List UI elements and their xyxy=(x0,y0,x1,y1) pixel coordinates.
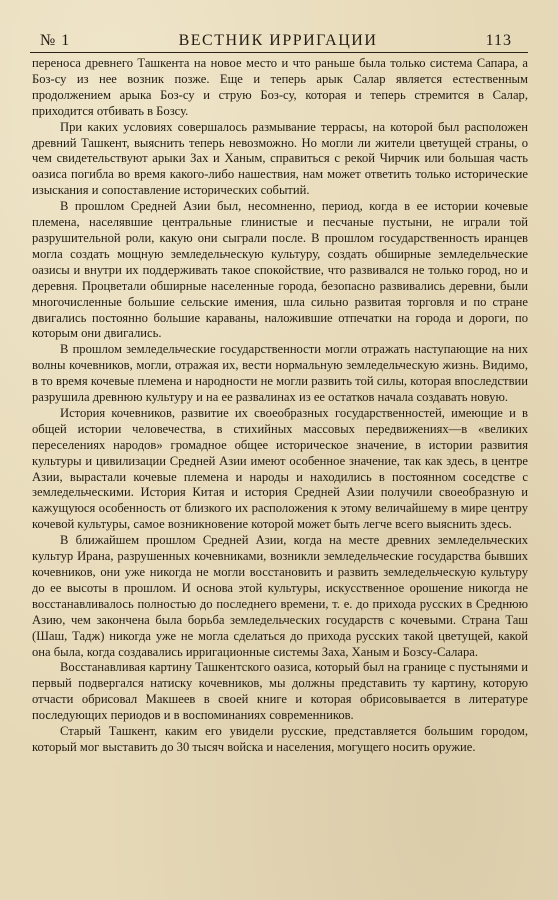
paragraph-3: В прошлом Средней Азии был, несомненно, период, когда в ее истории кочевые племена, населявшие центральные глинистые и песчаные пустыни, не играли той разрушительной роли, какую они сыграли после. В прошлом государственность иранцев могла создать мощную земледельческую культуру, создать обширные земледельческие оазисы и внутри их поддерживать такое спокойствие, что развивался не только город, но и деревня. Процветали обширные населенные города, безопасно развивались деревни, были многочисленные большие сельские имения, шла сильно развитая торговля и по стране двигались постоянно большие караваны, наложившие отпечатки на города и дороги, по которым они двигались. xyxy=(32,199,528,341)
header-rule xyxy=(30,52,528,53)
paragraph-6: В ближайшем прошлом Средней Азии, когда на месте древних земледельческих культур Ирана, разрушенных кочевниками, возникли земледельческие государства бывших кочевников, они уже никогда не могли восстановить и развить земледельческую культуру до ее высоты в прошлом. И основа этой культуры, искусственное орошение никогда не восстанавливалось полностью до последнего времени, т. е. до прихода русских в Среднюю Азию, чем закончена была борьба земледельческих государств с кочевыми. Страна Таш (Шаш, Тадж) никогда уже не могла сделаться до прихода русских такой цветущей, какой она была, когда создавались ирригационные системы Заха, Ханым и Бозсу-Салара. xyxy=(32,533,528,659)
paragraph-8: Старый Ташкент, каким его увидели русские, представляется большим городом, который мог выставить до 30 тысяч войска и населения, могущего носить оружие. xyxy=(32,724,528,754)
paragraph-1: переноса древнего Ташкента на новое место и что раньше была только система Сапара, а Боз-су из нее возник позже. Еще и теперь арык Салар является естественным продолжением арыка Боз-су и струю Боз-су, которая и теперь стремится в Салар, приходится отбивать в Бозсу. xyxy=(32,56,528,118)
paragraph-4: В прошлом земледельческие государственности могли отражать наступающие на них волны кочевников, могли, отражая их, вести нормальную земледельческую жизнь. Видимо, в то время кочевые племена и народности не могли развить той силы, которая впоследствии разрушила древнюю культуру и на ее развалинах из ее остатков начала создавать новую. xyxy=(32,342,528,405)
article-body xyxy=(32,56,528,756)
page-number: 113 xyxy=(485,32,512,49)
paragraph-7: Восстанавливая картину Ташкентского оазиса, который был на границе с пустынями и первый подвергался натиску кочевников, мы должны представить ту картину, которую отчасти обрисовал Макшеев в своей книге и которая обрисовывается в литературе последующих периодов и в воспоминаниях современников. xyxy=(32,660,528,723)
journal-title: ВЕСТНИК ИРРИГАЦИИ xyxy=(178,32,378,49)
paragraph-2: При каких условиях совершалось размывание террасы, на которой был расположен древний Ташкент, выяснить теперь невозможно. Но могли ли жители цветущей страны, о чем свидетельствуют арыки Зах и Ханым, справиться с рекой Чирчик или большая часть оазиса погибла во время какого-либо нашествия, нам может ответить только исторические изыскания и сопоставление исторических событий. xyxy=(32,119,528,198)
running-head xyxy=(30,30,526,52)
paragraph-5: История кочевников, развитие их своеобразных государственностей, имеющие и в общей истории человечества, в стихийных массовых передвижениях—в «великих переселениях народов» громадное общее историческое значение, в истории развития культуры и цивилизации Средней Азии имеют особенное значение, так как здесь, в центре Азии, вырастали кочевые племена и народы и находились в постоянном соседстве с земледельческими. История Китая и история Средней Азии получили своеобразную и кажущуюся особенность от близкого их расположения к этому величайшему в мире центру кочевой культуры, самое возникновение которой может быть легче всего выяснить здесь. xyxy=(32,405,528,532)
issue-number: № 1 xyxy=(40,32,71,49)
